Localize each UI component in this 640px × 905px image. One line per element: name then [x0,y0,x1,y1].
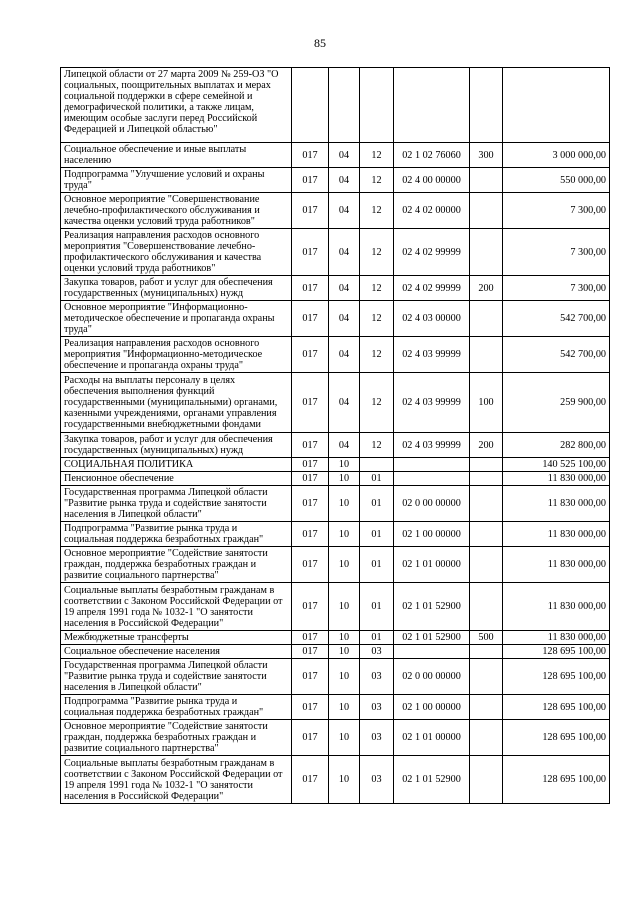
row-subsection: 12 [360,193,394,229]
row-name: Подпрограмма "Улучшение условий и охраны труда" [61,168,292,193]
row-subsection: 01 [360,547,394,583]
table-row [61,486,610,522]
row-name: Социальные выплаты безработным гражданам в соответствии с Законом Российской Федерации от 19 апреля 1991 года № 1032-1 "О занятости населения в Российской Федерации" [61,583,292,631]
row-amount: 7 300,00 [503,276,610,301]
row-name: Подпрограмма "Развитие рынка труда и социальная поддержка безработных граждан" [61,522,292,547]
row-name: Подпрограмма "Развитие рынка труда и социальная поддержка безработных граждан" [61,695,292,720]
row-name: Государственная программа Липецкой области "Развитие рынка труда и содействие занятости населения в Липецкой области" [61,659,292,695]
row-target-article: 02 4 03 99999 [394,337,470,373]
row-target-article: 02 4 03 99999 [394,433,470,458]
table-row [61,472,610,486]
row-section: 04 [329,193,360,229]
row-name: СОЦИАЛЬНАЯ ПОЛИТИКА [61,458,292,472]
row-section: 04 [329,373,360,433]
row-target-article: 02 1 01 52900 [394,756,470,804]
row-section: 10 [329,486,360,522]
row-section: 04 [329,143,360,168]
row-target-article: 02 1 01 52900 [394,631,470,645]
table-row [61,631,610,645]
row-admin-code: 017 [292,659,329,695]
row-name: Социальное обеспечение населения [61,645,292,659]
row-target-article: 02 4 02 99999 [394,229,470,276]
row-admin-code: 017 [292,720,329,756]
row-target-article: 02 4 02 99999 [394,276,470,301]
row-expense-type [470,486,503,522]
row-section: 04 [329,276,360,301]
row-name: Основное мероприятие "Информационно-методическое обеспечение и пропаганда охраны труда" [61,301,292,337]
row-admin-code: 017 [292,486,329,522]
row-subsection: 03 [360,720,394,756]
row-subsection: 12 [360,276,394,301]
row-expense-type [470,472,503,486]
row-admin-code: 017 [292,168,329,193]
row-expense-type [470,720,503,756]
row-amount: 128 695 100,00 [503,659,610,695]
row-admin-code: 017 [292,756,329,804]
row-admin-code: 017 [292,193,329,229]
row-expense-type: 100 [470,373,503,433]
row-expense-type [470,547,503,583]
row-name: Реализация направления расходов основного мероприятия "Информационно-методическое обеспечение и пропаганда охраны труда" [61,337,292,373]
row-subsection: 12 [360,433,394,458]
row-section: 10 [329,720,360,756]
row-expense-type: 500 [470,631,503,645]
row-amount: 128 695 100,00 [503,756,610,804]
table-row [61,276,610,301]
row-amount: 550 000,00 [503,168,610,193]
row-target-article [394,68,470,143]
row-amount: 259 900,00 [503,373,610,433]
row-target-article: 02 1 01 00000 [394,720,470,756]
row-amount: 282 800,00 [503,433,610,458]
table-row [61,645,610,659]
row-amount: 11 830 000,00 [503,472,610,486]
row-amount: 128 695 100,00 [503,720,610,756]
table-row [61,301,610,337]
row-name: Основное мероприятие "Содействие занятости граждан, поддержка безработных граждан и развитие социального партнерства" [61,720,292,756]
row-subsection: 01 [360,631,394,645]
row-subsection: 12 [360,301,394,337]
row-section: 10 [329,631,360,645]
row-expense-type [470,193,503,229]
row-admin-code: 017 [292,458,329,472]
row-expense-type [470,756,503,804]
table-row [61,68,610,143]
row-amount: 128 695 100,00 [503,695,610,720]
row-target-article: 02 4 00 00000 [394,168,470,193]
table-row [61,659,610,695]
table-row [61,337,610,373]
row-section: 10 [329,583,360,631]
row-name: Социальные выплаты безработным гражданам в соответствии с Законом Российской Федерации от 19 апреля 1991 года № 1032-1 "О занятости населения в Российской Федерации" [61,756,292,804]
row-section: 04 [329,168,360,193]
row-admin-code: 017 [292,472,329,486]
row-amount: 542 700,00 [503,301,610,337]
table-row [61,547,610,583]
row-amount [503,68,610,143]
row-amount: 11 830 000,00 [503,486,610,522]
row-amount: 11 830 000,00 [503,547,610,583]
row-admin-code: 017 [292,373,329,433]
row-section: 04 [329,337,360,373]
row-target-article: 02 4 03 99999 [394,373,470,433]
row-amount: 128 695 100,00 [503,645,610,659]
row-section: 10 [329,645,360,659]
row-name: Закупка товаров, работ и услуг для обеспечения государственных (муниципальных) нужд [61,276,292,301]
row-subsection [360,458,394,472]
row-expense-type [470,68,503,143]
row-section: 10 [329,458,360,472]
row-amount: 140 525 100,00 [503,458,610,472]
table-row [61,433,610,458]
row-subsection: 03 [360,659,394,695]
row-subsection: 12 [360,229,394,276]
row-subsection: 03 [360,645,394,659]
row-section: 10 [329,547,360,583]
row-expense-type: 200 [470,433,503,458]
table-row [61,458,610,472]
row-name: Основное мероприятие "Совершенствование лечебно-профилактического обслуживания и качества оценки условий труда работников" [61,193,292,229]
row-expense-type [470,522,503,547]
table-row [61,373,610,433]
row-section: 04 [329,433,360,458]
row-name: Липецкой области от 27 марта 2009 № 259-ОЗ "О социальных, поощрительных выплатах и мерах социальной поддержки в сфере семейной и демографической политики, а также лицам, имеющим особые заслуги перед Российской Федерацией и Липецкой областью" [61,68,292,143]
row-target-article: 02 1 01 52900 [394,583,470,631]
table-row [61,695,610,720]
row-target-article: 02 1 01 00000 [394,547,470,583]
row-expense-type [470,168,503,193]
row-name: Расходы на выплаты персоналу в целях обеспечения выполнения функций государственными (муниципальными) органами, казенными учреждениями, органами управления государственными внебюджетными фондами [61,373,292,433]
row-target-article: 02 0 00 00000 [394,659,470,695]
row-admin-code: 017 [292,695,329,720]
row-subsection: 12 [360,337,394,373]
budget-table [60,67,610,804]
row-admin-code: 017 [292,645,329,659]
row-admin-code: 017 [292,337,329,373]
row-section [329,68,360,143]
row-amount: 7 300,00 [503,193,610,229]
row-name: Межбюджетные трансферты [61,631,292,645]
table-row [61,229,610,276]
row-expense-type [470,659,503,695]
row-admin-code: 017 [292,229,329,276]
row-target-article: 02 0 00 00000 [394,486,470,522]
table-row [61,168,610,193]
row-subsection: 12 [360,168,394,193]
row-subsection: 01 [360,583,394,631]
row-section: 10 [329,695,360,720]
row-section: 10 [329,756,360,804]
row-expense-type [470,583,503,631]
row-amount: 7 300,00 [503,229,610,276]
row-expense-type [470,337,503,373]
row-admin-code: 017 [292,631,329,645]
row-expense-type: 300 [470,143,503,168]
row-amount: 11 830 000,00 [503,522,610,547]
row-subsection: 03 [360,695,394,720]
row-admin-code: 017 [292,301,329,337]
row-amount: 542 700,00 [503,337,610,373]
row-expense-type [470,458,503,472]
row-name: Закупка товаров, работ и услуг для обеспечения государственных (муниципальных) нужд [61,433,292,458]
row-subsection: 01 [360,472,394,486]
row-admin-code: 017 [292,276,329,301]
table-row [61,720,610,756]
page-number: 85 [314,36,326,50]
row-expense-type [470,301,503,337]
row-name: Пенсионное обеспечение [61,472,292,486]
row-subsection: 12 [360,373,394,433]
table-row [61,583,610,631]
row-admin-code: 017 [292,583,329,631]
row-admin-code: 017 [292,522,329,547]
row-admin-code [292,68,329,143]
row-section: 04 [329,229,360,276]
row-admin-code: 017 [292,433,329,458]
row-name: Реализация направления расходов основного мероприятия "Совершенствование лечебно-профилактического обслуживания и качества оценки условий труда работников" [61,229,292,276]
row-target-article: 02 1 02 76060 [394,143,470,168]
table-row [61,193,610,229]
row-target-article [394,458,470,472]
table-row [61,522,610,547]
row-section: 10 [329,522,360,547]
row-subsection: 01 [360,522,394,547]
row-expense-type [470,645,503,659]
row-target-article: 02 4 03 00000 [394,301,470,337]
row-target-article: 02 4 02 00000 [394,193,470,229]
row-expense-type [470,229,503,276]
row-admin-code: 017 [292,143,329,168]
row-admin-code: 017 [292,547,329,583]
row-subsection: 03 [360,756,394,804]
row-expense-type [470,695,503,720]
table-row [61,756,610,804]
row-target-article: 02 1 00 00000 [394,522,470,547]
row-target-article [394,472,470,486]
row-target-article [394,645,470,659]
row-amount: 11 830 000,00 [503,583,610,631]
row-name: Основное мероприятие "Содействие занятости граждан, поддержка безработных граждан и развитие социального партнерства" [61,547,292,583]
row-expense-type: 200 [470,276,503,301]
row-section: 04 [329,301,360,337]
row-section: 10 [329,472,360,486]
row-amount: 3 000 000,00 [503,143,610,168]
row-subsection: 01 [360,486,394,522]
row-name: Социальное обеспечение и иные выплаты населению [61,143,292,168]
table-row [61,143,610,168]
row-name: Государственная программа Липецкой области "Развитие рынка труда и содействие занятости населения в Липецкой области" [61,486,292,522]
row-section: 10 [329,659,360,695]
row-subsection [360,68,394,143]
row-subsection: 12 [360,143,394,168]
row-amount: 11 830 000,00 [503,631,610,645]
row-target-article: 02 1 00 00000 [394,695,470,720]
